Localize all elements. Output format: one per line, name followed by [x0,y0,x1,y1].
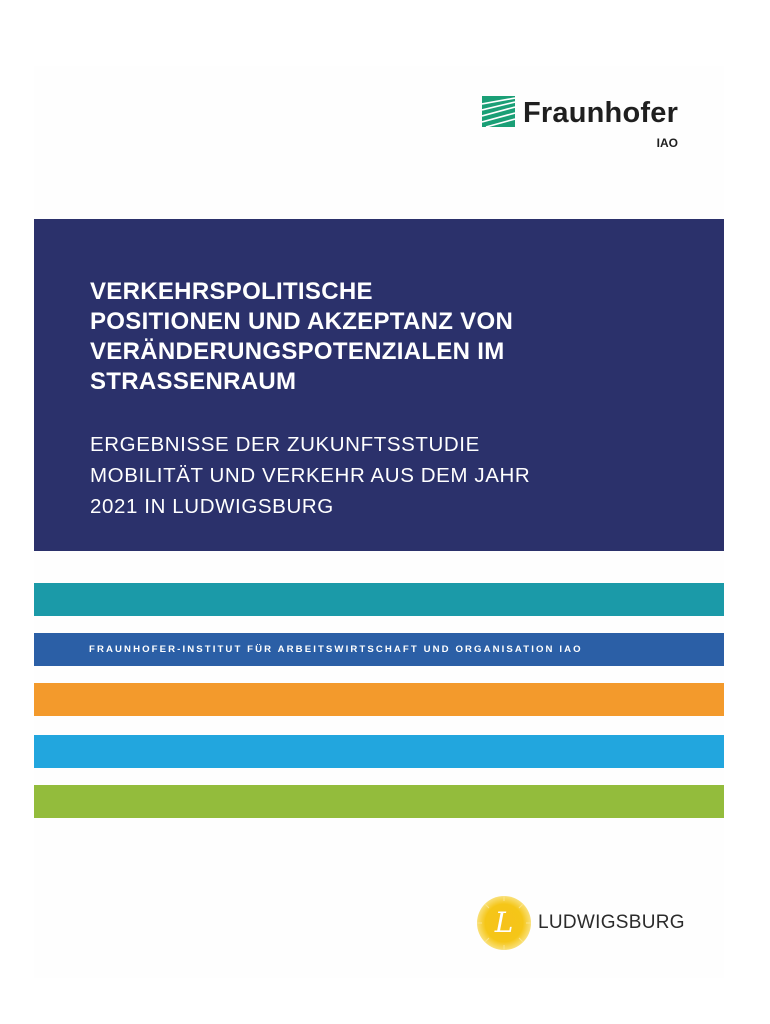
ludwigsburg-emblem-icon [476,895,532,951]
stripe-cyan [34,735,724,768]
stripe-green [34,785,724,818]
stripe-teal [34,583,724,616]
fraunhofer-logo [482,96,682,156]
title-block [34,219,724,551]
title-line-4: STRASSENRAUM [90,368,297,395]
stripe-orange [34,683,724,716]
fraunhofer-logo-icon [482,96,515,127]
title-line-2: POSITIONEN UND AKZEPTANZ VON [90,308,514,335]
ludwigsburg-wordmark: LUDWIGSBURG [538,912,685,933]
institute-name: FRAUNHOFER-INSTITUT FÜR ARBEITSWIRTSCHAFT UND ORGANISATION IAO [89,644,583,655]
svg-text:L: L [494,906,514,939]
fraunhofer-wordmark: Fraunhofer [523,97,679,129]
fraunhofer-institute-abbr: IAO [656,136,678,150]
title-line-1: VERKEHRSPOLITISCHE [90,278,373,305]
subtitle-line-1: ERGEBNISSE DER ZUKUNFTSSTUDIE [90,433,480,456]
subtitle-line-2: MOBILITÄT UND VERKEHR AUS DEM JAHR [90,464,531,487]
stripe-blue [34,633,724,666]
document-title [90,277,650,397]
subtitle-line-3: 2021 IN LUDWIGSBURG [90,495,334,518]
document-subtitle [90,429,650,522]
title-line-3: VERÄNDERUNGSPOTENZIALEN IM [90,338,505,365]
ludwigsburg-logo [476,895,686,953]
